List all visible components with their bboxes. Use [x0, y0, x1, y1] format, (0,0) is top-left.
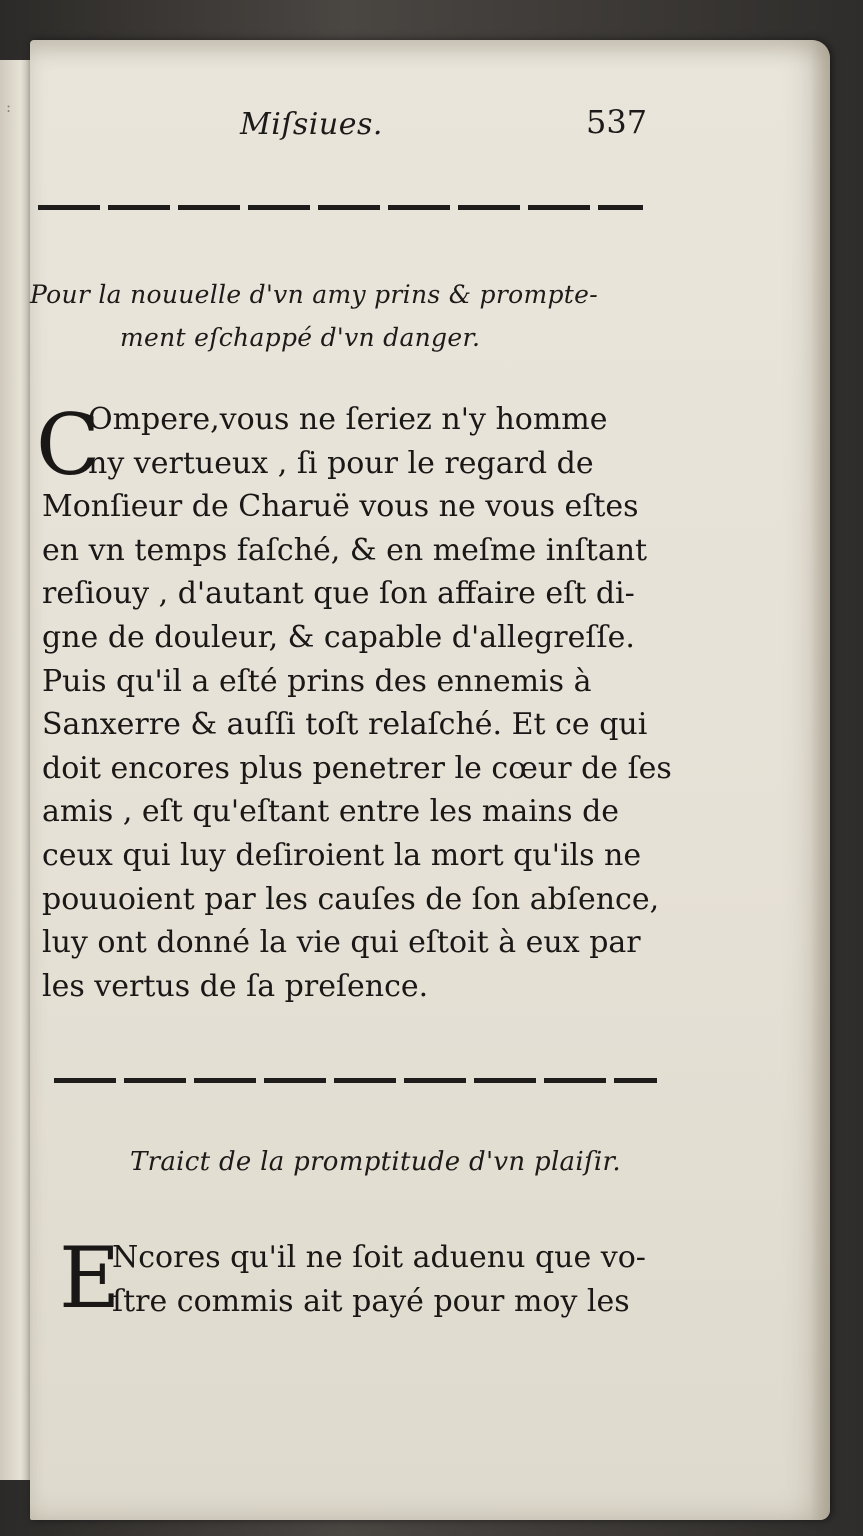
letter-heading: Traict de la promptitude d'vn plaiſir. [130, 1147, 621, 1177]
ornamental-rule [38, 205, 643, 210]
letter-heading-line: ment eſchappé d'vn danger. [120, 323, 481, 352]
letter-body [30, 398, 672, 1008]
text-line: gne de douleur, & capable d'allegreſſe. [42, 619, 635, 655]
letter-body [30, 1229, 646, 1327]
ghost-glyph: : [6, 98, 12, 116]
text-line: Puis qu'il a eſté prins des ennemis à [42, 663, 592, 699]
text-line: ſtre commis ait payé pour moy les [112, 1283, 630, 1319]
text-line: amis , eſt qu'eſtant entre les mains de [42, 794, 620, 830]
text-line: en vn temps faſché, & en meſme inſtant [42, 532, 648, 568]
text-line: pouuoient par les cauſes de ſon abſence, [42, 881, 660, 917]
text-line: Ompere,vous ne ſeriez n'y homme [88, 402, 608, 437]
ornamental-rule [54, 1078, 657, 1083]
book-page [30, 40, 830, 1520]
text-line: Monſieur de Charuë vous ne vous eſtes [42, 489, 639, 525]
drop-cap: C [36, 396, 101, 494]
page-header [30, 95, 830, 145]
letter-heading-line: Pour la nouuelle d'vn amy prins & prompte- [30, 280, 598, 309]
text-line: reſiouy , d'autant que ſon affaire eſt di- [42, 576, 635, 612]
text-line: luy ont donné la vie qui eſtoit à eux par [42, 925, 641, 961]
text-line: Sanxerre & auſſi toſt relaſché. Et ce qui [42, 707, 648, 743]
page-shadow [810, 40, 830, 1520]
text-line: ny vertueux , ſi pour le regard de [88, 445, 594, 481]
text-line: Ncores qu'il ne ſoit aduenu que vo- [112, 1240, 646, 1275]
running-title: Miſsiues. [240, 107, 383, 142]
text-line: doit encores plus penetrer le cœur de ſes [42, 750, 672, 786]
text-line: les vertus de ſa preſence. [42, 968, 429, 1004]
page-number: 537 [586, 103, 648, 141]
text-line: ceux qui luy deſiroient la mort qu'ils ne [42, 837, 642, 873]
drop-cap: E [59, 1229, 121, 1327]
